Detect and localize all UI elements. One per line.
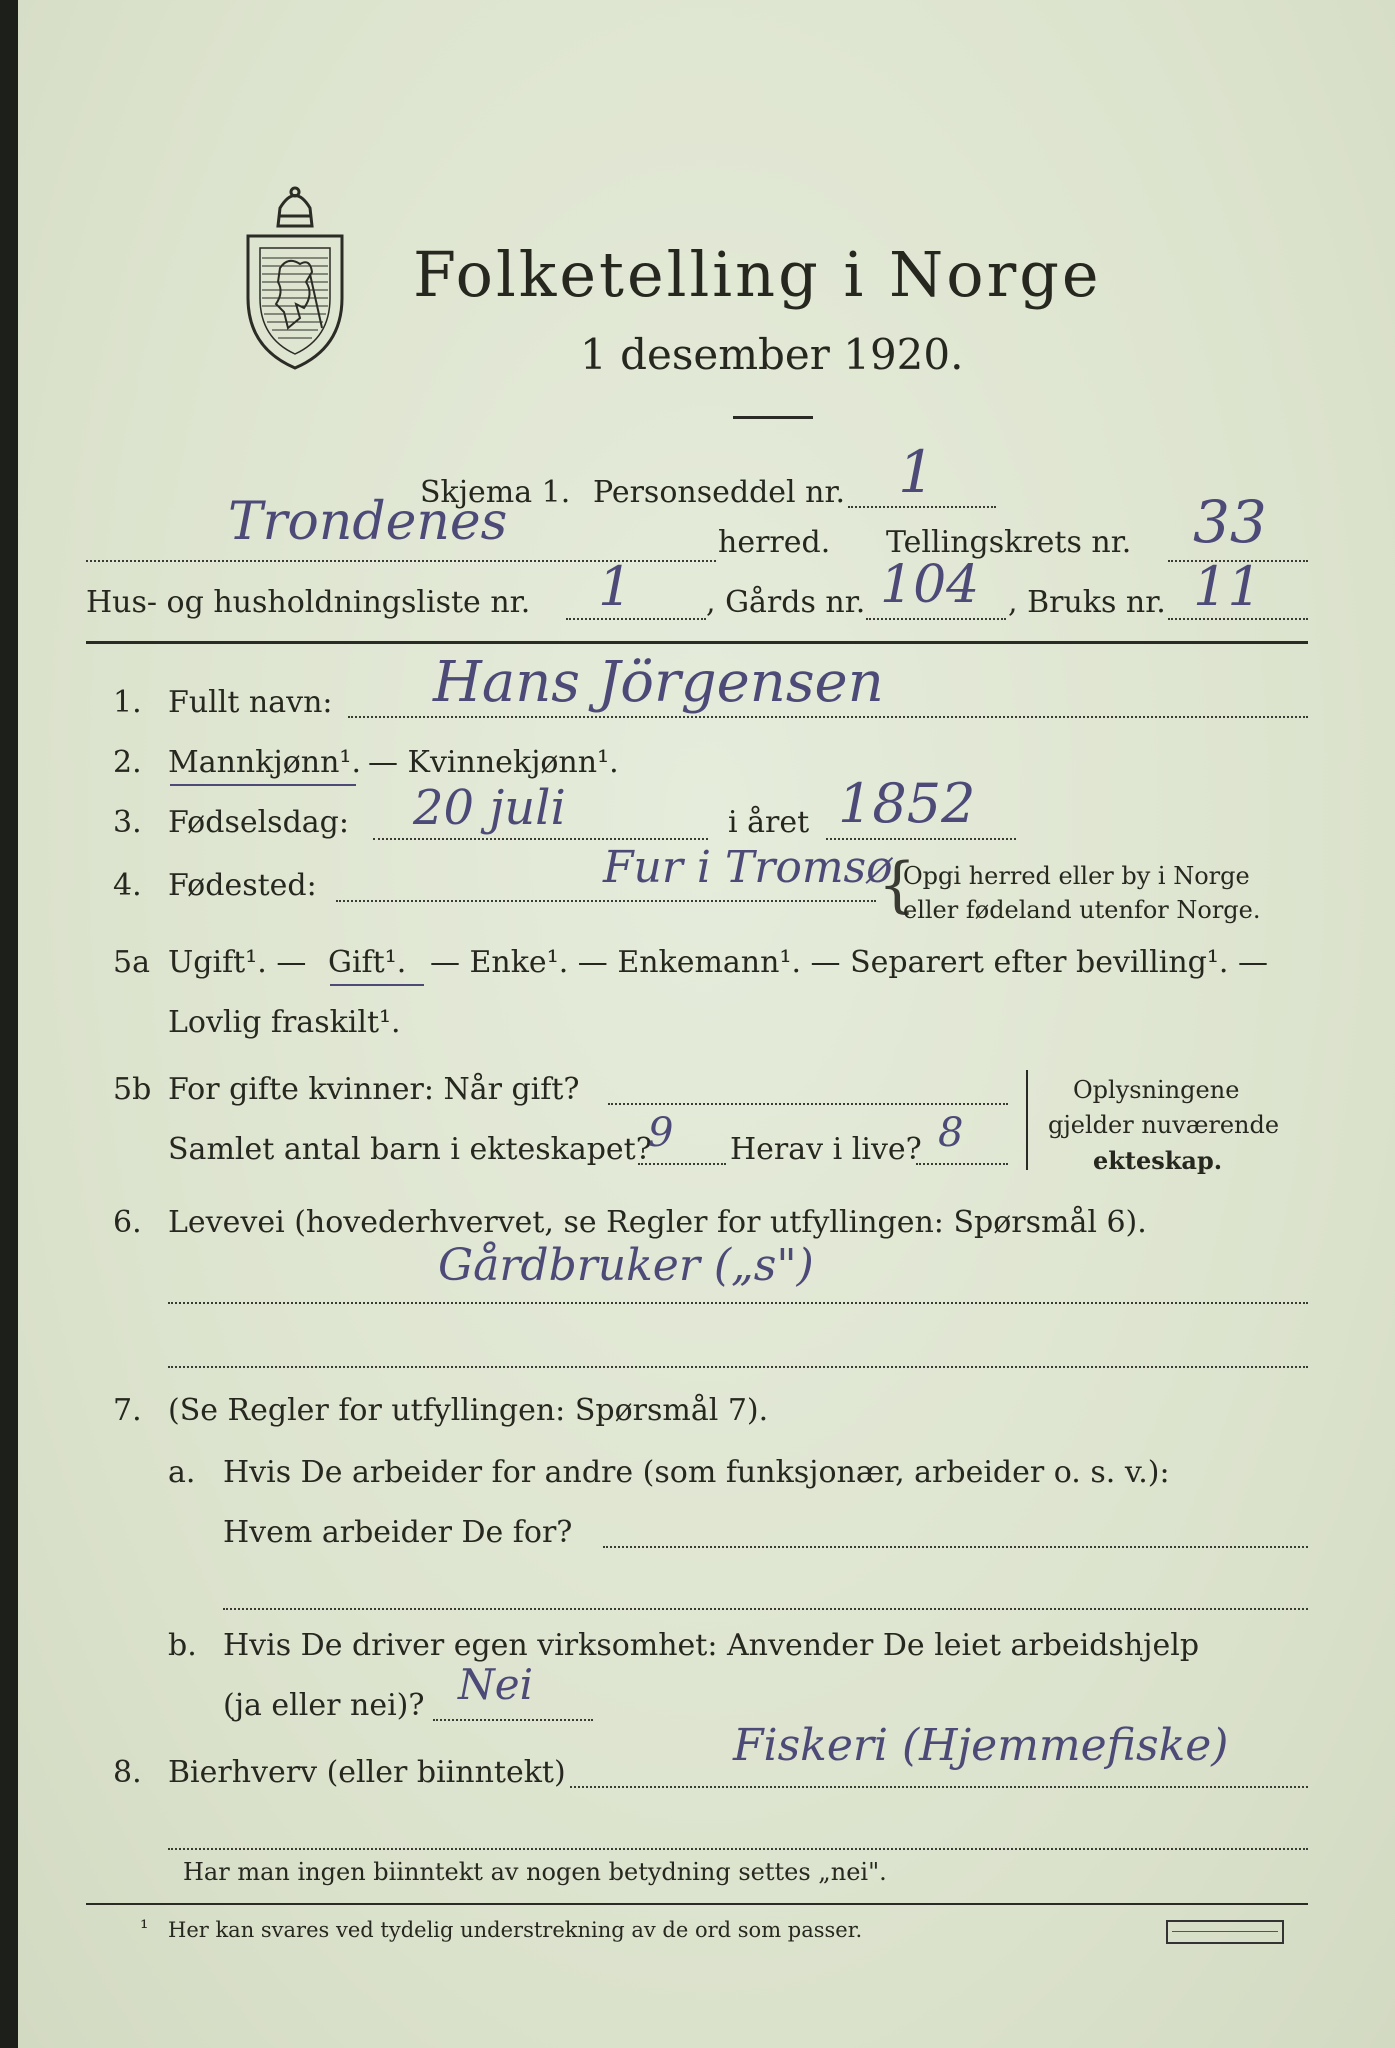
q4-label: Fødested: bbox=[168, 868, 317, 903]
q5b-married-line bbox=[608, 1103, 1008, 1105]
q5b-married-label: For gifte kvinner: Når gift? bbox=[168, 1072, 580, 1107]
q3-birth-year[interactable]: 1852 bbox=[838, 772, 976, 835]
footer-note: Har man ingen biinntekt av nogen betydning settes „nei". bbox=[183, 1858, 887, 1886]
q5a-other-options[interactable]: — Enke¹. — Enkemann¹. — Separert efter bevilling¹. — bbox=[430, 945, 1268, 980]
q5a-ugift[interactable]: Ugift¹. — bbox=[168, 945, 307, 980]
q5b-number: 5b bbox=[113, 1072, 152, 1107]
tellingskrets-value[interactable]: 33 bbox=[1193, 488, 1267, 556]
q5b-alive-label: Herav i live? bbox=[730, 1132, 922, 1167]
herred-label: herred. bbox=[718, 525, 831, 560]
q1-label: Fullt navn: bbox=[168, 685, 333, 720]
q4-birthplace[interactable]: Fur i Tromsø bbox=[603, 842, 893, 893]
q7b-label-2: (ja eller nei)? bbox=[223, 1688, 425, 1723]
q5b-children-label: Samlet antal barn i ekteskapet? bbox=[168, 1132, 652, 1167]
q7b-value[interactable]: Nei bbox=[458, 1660, 534, 1709]
q4-line bbox=[336, 900, 876, 902]
q4-note-2: eller fødeland utenfor Norge. bbox=[903, 896, 1261, 924]
q5b-note-3: ekteskap. bbox=[1093, 1146, 1223, 1175]
q3-date-line bbox=[373, 838, 708, 840]
footnote-text: Her kan svares ved tydelig understrekning av de ord som passer. bbox=[168, 1918, 863, 1942]
q8-label: Bierhverv (eller biinntekt) bbox=[168, 1755, 566, 1790]
title-divider bbox=[733, 416, 813, 419]
q3-year-line bbox=[826, 838, 1016, 840]
q7-label: (Se Regler for utfyllingen: Spørsmål 7). bbox=[168, 1393, 769, 1428]
printer-stamp bbox=[1166, 1920, 1284, 1944]
q6-line-1 bbox=[168, 1302, 1308, 1304]
bruks-value[interactable]: 11 bbox=[1193, 555, 1262, 618]
q8-side-occupation[interactable]: Fiskeri (Hjemmefiske) bbox=[733, 1720, 1229, 1771]
q7a-employer-line-2 bbox=[223, 1608, 1308, 1610]
q3-number: 3. bbox=[113, 805, 142, 840]
form-date: 1 desember 1920. bbox=[580, 330, 964, 379]
census-form-page bbox=[18, 0, 1395, 2048]
q7a-label: Hvis De arbeider for andre (som funksjonær, arbeider o. s. v.): bbox=[223, 1455, 1170, 1490]
q3-label: Fødselsdag: bbox=[168, 805, 349, 840]
form-title: Folketelling i Norge bbox=[413, 238, 1102, 311]
skjema-label: Skjema 1. bbox=[420, 475, 571, 510]
q2-male-underline bbox=[170, 784, 356, 786]
personseddel-line bbox=[848, 506, 996, 508]
q8-line-1 bbox=[570, 1786, 1308, 1788]
q7a-employer-label: Hvem arbeider De for? bbox=[223, 1515, 573, 1550]
q8-line-2 bbox=[168, 1848, 1308, 1850]
hus-label: Hus- og husholdningsliste nr. bbox=[86, 585, 531, 620]
q5a-number: 5a bbox=[113, 945, 150, 980]
q6-occupation[interactable]: Gårdbruker („s") bbox=[438, 1240, 814, 1291]
q7a-number: a. bbox=[168, 1455, 196, 1490]
q5b-alive-value[interactable]: 8 bbox=[938, 1110, 964, 1156]
q2-female[interactable]: — Kvinnekjønn¹. bbox=[368, 745, 619, 780]
q5b-children-value[interactable]: 9 bbox=[648, 1110, 674, 1156]
q6-line-2 bbox=[168, 1366, 1308, 1368]
q3-year-label: i året bbox=[728, 805, 810, 840]
q4-brace: { bbox=[878, 850, 917, 920]
personseddel-label: Personseddel nr. bbox=[593, 475, 846, 510]
q4-note-1: Opgi herred eller by i Norge bbox=[903, 862, 1250, 890]
tellingskrets-label: Tellingskrets nr. bbox=[886, 525, 1132, 560]
q5b-note-1: Oplysningene bbox=[1073, 1076, 1240, 1104]
gards-value[interactable]: 104 bbox=[880, 555, 980, 615]
footer-rule bbox=[86, 1903, 1308, 1905]
q1-full-name[interactable]: Hans Jörgensen bbox=[433, 650, 884, 715]
q7-number: 7. bbox=[113, 1393, 142, 1428]
q5a-gift-underline bbox=[330, 984, 424, 986]
q5b-alive-line bbox=[916, 1163, 1008, 1165]
hus-line bbox=[566, 618, 706, 620]
hus-value[interactable]: 1 bbox=[598, 555, 633, 618]
personseddel-value[interactable]: 1 bbox=[898, 438, 935, 506]
q1-number: 1. bbox=[113, 685, 142, 720]
gards-line bbox=[866, 618, 1006, 620]
herred-value[interactable]: Trondenes bbox=[228, 492, 508, 552]
q5a-fraskilt[interactable]: Lovlig fraskilt¹. bbox=[168, 1005, 401, 1040]
q2-number: 2. bbox=[113, 745, 142, 780]
q5a-gift[interactable]: Gift¹. bbox=[328, 945, 407, 980]
q3-birth-date[interactable]: 20 juli bbox=[413, 780, 566, 836]
footnote-mark: ¹ bbox=[140, 1916, 149, 1940]
q1-line bbox=[348, 716, 1308, 718]
q7b-number: b. bbox=[168, 1628, 197, 1663]
q2-male[interactable]: Mannkjønn¹. bbox=[168, 745, 361, 780]
q5b-children-line bbox=[638, 1163, 726, 1165]
q7b-label: Hvis De driver egen virksomhet: Anvender De leiet arbeidshjelp bbox=[223, 1628, 1200, 1663]
q5b-note-bracket-left bbox=[1026, 1070, 1028, 1170]
q7a-employer-line bbox=[603, 1546, 1308, 1548]
q4-number: 4. bbox=[113, 868, 142, 903]
q7b-line bbox=[433, 1719, 593, 1721]
coat-of-arms-icon bbox=[240, 178, 350, 373]
q6-number: 6. bbox=[113, 1205, 142, 1240]
bruks-line bbox=[1168, 618, 1308, 620]
header-rule bbox=[86, 641, 1308, 644]
q8-number: 8. bbox=[113, 1755, 142, 1790]
bruks-label: , Bruks nr. bbox=[1008, 585, 1166, 620]
gards-label: , Gårds nr. bbox=[706, 585, 866, 620]
q5b-note-2: gjelder nuværende bbox=[1048, 1111, 1280, 1139]
q6-label: Levevei (hovederhvervet, se Regler for utfyllingen: Spørsmål 6). bbox=[168, 1205, 1147, 1240]
